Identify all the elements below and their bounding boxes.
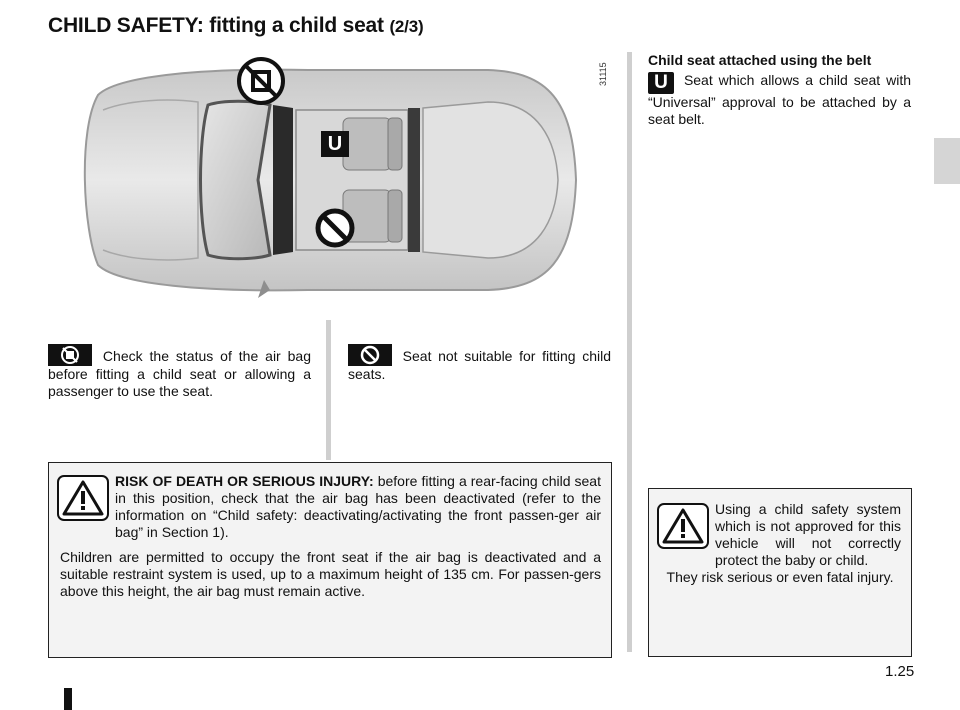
airbag-warning-circle-icon	[236, 56, 286, 111]
warning-main-text	[115, 473, 601, 541]
universal-seat-text: Seat which allows a child seat with “Universal” approval to be attached by a seat belt.	[648, 72, 911, 127]
not-suitable-text: Seat not suitable for fitting child seats.	[348, 348, 612, 382]
airbag-child-seat-icon	[48, 344, 92, 366]
warning-triangle-icon	[657, 503, 709, 554]
prohibited-icon	[348, 344, 392, 366]
note-divider	[326, 320, 331, 460]
page-title	[48, 14, 423, 38]
universal-badge: U	[648, 72, 674, 94]
warning-box-side	[648, 488, 912, 657]
warning-triangle-icon	[57, 475, 109, 526]
prohibited-circle-icon	[315, 208, 355, 253]
warning-box-main	[48, 462, 612, 658]
universal-seat-note	[648, 72, 911, 127]
warning-main-body: before fitting a rear-facing child seat in this position, check that the air bag has been deactivated (refer to the information on “Child safety: deactivating/activating the front passen-ger air bag” in Section 1).	[115, 473, 601, 540]
belt-seat-heading: Child seat attached using the belt	[648, 52, 872, 68]
not-suitable-note	[348, 344, 611, 383]
title-part: (2/3)	[389, 17, 424, 36]
car-top-view-illustration	[48, 40, 608, 318]
warning-main-bold: RISK OF DEATH OR SERIOUS INJURY:	[115, 473, 374, 489]
warning-side-text2: They risk serious or even fatal injury.	[666, 569, 894, 585]
warning-main-para2: Children are permitted to occupy the front seat if the air bag is deactivated and a suitable restraint system is used, up to a maximum height of 135 cm. For passen-gers above this height, the air bag must remain active.	[60, 549, 601, 599]
page-number: 1.25	[885, 663, 915, 680]
airbag-check-note	[48, 344, 311, 399]
airbag-check-text: Check the status of the air bag before fitting a child seat or allowing a passenger to use the seat.	[48, 348, 311, 399]
column-divider	[627, 52, 632, 652]
universal-seat-badge: U	[321, 131, 349, 157]
warning-side-text: Using a child safety system which is not approved for this vehicle will not correctly protect the baby or child.	[715, 501, 901, 568]
title-text: CHILD SAFETY: fitting a child seat	[48, 14, 384, 37]
image-code: 31115	[598, 62, 608, 86]
section-tab	[934, 138, 960, 184]
corner-mark	[64, 688, 72, 710]
